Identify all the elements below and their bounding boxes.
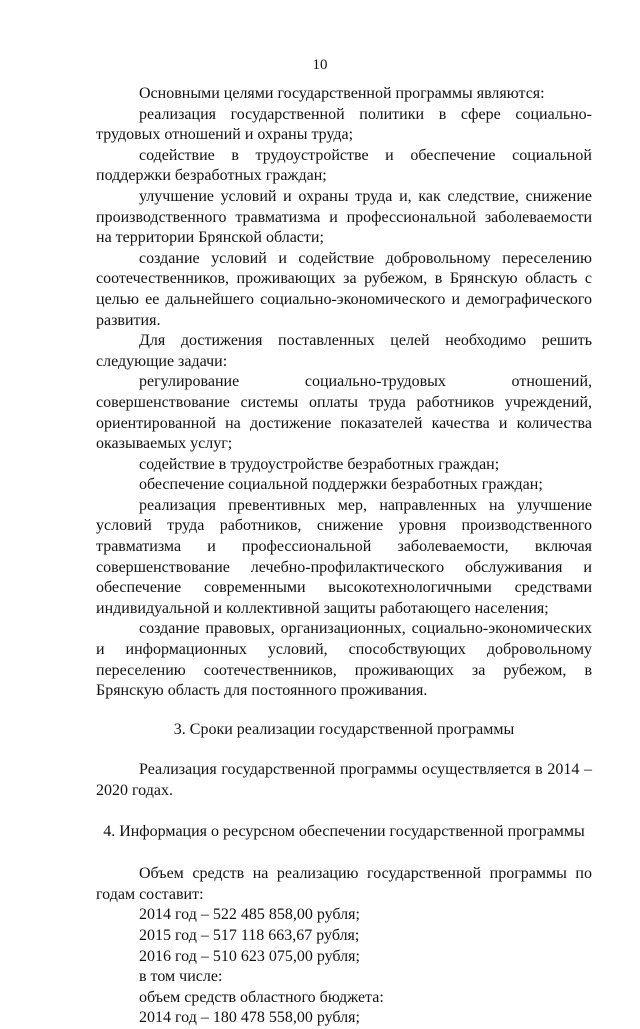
goal-item: содействие в трудоустройстве и обеспечение социальной поддержки безработных граждан; bbox=[96, 146, 592, 185]
section-4-text: Объем средств на реализацию государственной программы по годам составит: bbox=[96, 865, 592, 903]
section-4-heading: 4. Информация о ресурсном обеспечении государственной программы bbox=[103, 822, 585, 840]
funding-line: 2016 год – 510 623 075,00 рубля; bbox=[139, 947, 360, 965]
task-item: создание правовых, организационных, социально-экономических и информационных условий, способствующих добровольному переселению соотечественников, проживающих за рубежом, в Брянскую область для постоянного проживания. bbox=[96, 620, 592, 700]
funding-line: 2014 год – 522 485 858,00 рубля; bbox=[139, 906, 360, 924]
goal-item: создание условий и содействие добровольному переселению соотечественников, проживающих за рубежом, в Брянскую область с целью ее дальнейшего социально-экономического и демографического развития. bbox=[96, 249, 592, 329]
funding-line: 2014 год – 180 478 558,00 рубля; bbox=[139, 1009, 360, 1027]
funding-line: в том числе: bbox=[139, 968, 223, 986]
page-number: 10 bbox=[312, 57, 328, 73]
page-content bbox=[96, 84, 592, 1029]
task-item: обеспечение социальной поддержки безработных граждан; bbox=[139, 476, 543, 494]
task-item: регулирование социально-трудовых отношений, совершенствование системы оплаты труда работников учреждений, ориентированной на достижение показателей качества и количества оказываемых услуг; bbox=[96, 373, 592, 453]
section-3-heading: 3. Сроки реализации государственной программы bbox=[173, 720, 515, 738]
tasks-intro: Для достижения поставленных целей необходимо решить следующие задачи: bbox=[96, 332, 592, 370]
goals-intro: Основными целями государственной программы являются: bbox=[139, 85, 545, 102]
funding-line: 2015 год – 517 118 663,67 рубля; bbox=[139, 926, 360, 944]
task-item: реализация превентивных мер, направленных на улучшение условий труда работников, снижение уровня производственного травматизма и профессиональной заболеваемости, включая совершенствование лечебно-профилактического обслуживания и обеспечение современными высокотехнологичными средствами индивидуальной и коллективной защиты работающего населения; bbox=[96, 496, 592, 617]
funding-line: объем средств областного бюджета: bbox=[139, 988, 384, 1006]
task-item: содействие в трудоустройстве безработных граждан; bbox=[139, 455, 500, 473]
goal-item: улучшение условий и охраны труда и, как следствие, снижение производственного травматизма и профессиональной заболеваемости на территории Брянской области; bbox=[96, 187, 592, 247]
goal-item: реализация государственной политики в сфере социально-трудовых отношений и охраны труда; bbox=[96, 105, 592, 144]
section-3-text: Реализация государственной программы осуществляется в 2014 – 2020 годах. bbox=[96, 761, 592, 799]
